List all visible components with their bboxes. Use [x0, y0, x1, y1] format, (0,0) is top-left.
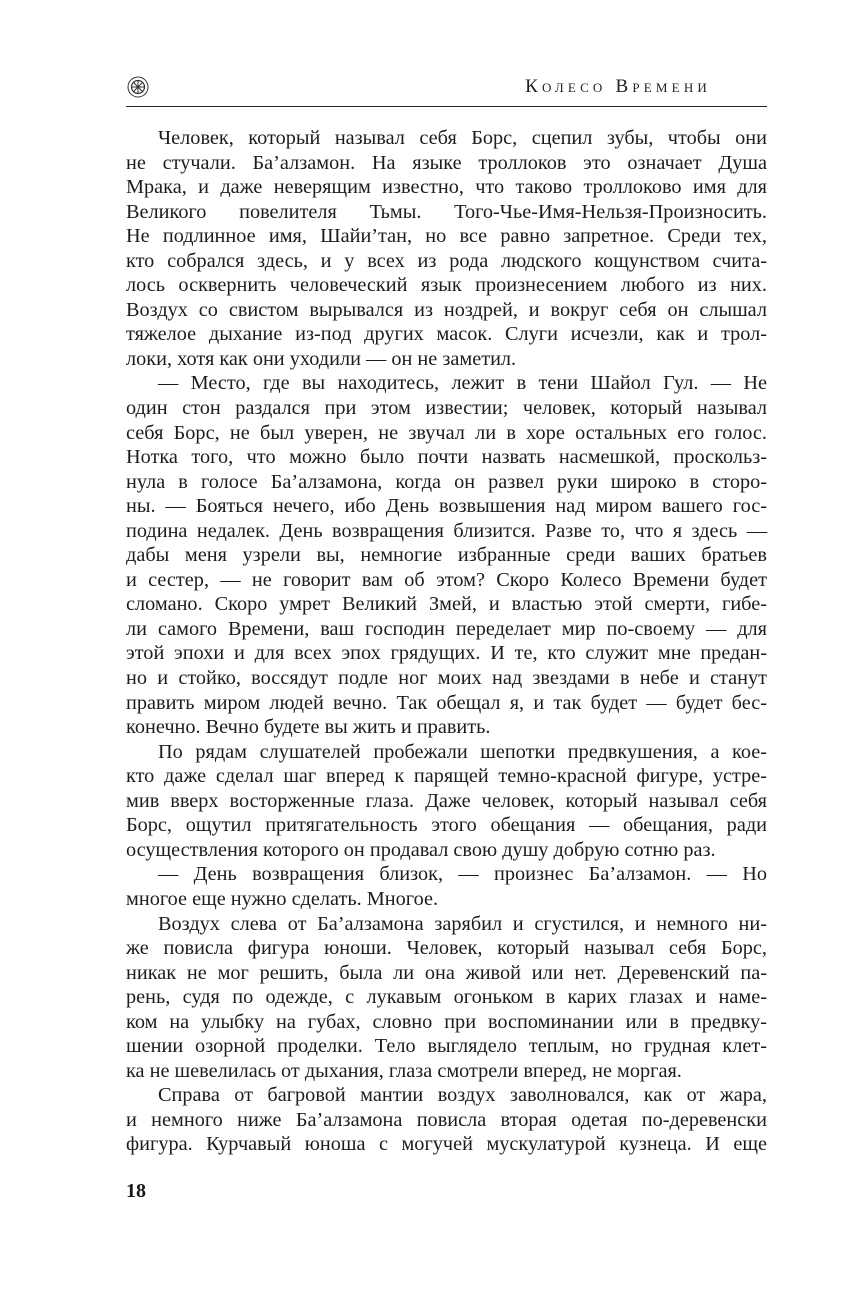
- text-line: Нотка того, что можно было почти назвать насмешкой, проскольз-: [126, 446, 767, 469]
- text-line: тяжелое дыхание из-под других масок. Слуги исчезли, как и трол-: [126, 323, 767, 346]
- text-line: ком на улыбку на губах, словно при воспоминании или в предвку-: [126, 1010, 767, 1033]
- text-line: многое еще нужно сделать. Многое.: [126, 887, 439, 910]
- text-line: Борс, ощутил притягательность этого обещания — обещания, ради: [126, 814, 767, 837]
- paragraph: [126, 1083, 767, 1157]
- text-line: лось осквернить человеческий язык произнесением любого из них.: [126, 274, 767, 297]
- text-line: ка не шевелилась от дыхания, глаза смотрели вперед, не моргая.: [126, 1059, 682, 1082]
- text-line: Мрака, и даже неверящим известно, что таково троллоково имя для: [126, 176, 767, 199]
- text-line: ны. — Бояться нечего, ибо День возвышения над миром вашего гос-: [126, 495, 767, 518]
- text-line: конечно. Вечно будете вы жить и править.: [126, 716, 491, 739]
- text-line: Воздух слева от Ба’алзамона зарябил и сгустился, и немного ни-: [158, 912, 767, 935]
- text-line: Не подлинное имя, Шайи’тан, но все равно запретное. Среди тех,: [126, 225, 767, 248]
- paragraph: [126, 912, 767, 1084]
- body-text: [126, 126, 767, 1157]
- text-line: один стон раздался при этом известии; человек, который называл: [126, 397, 767, 420]
- text-line: осуществления которого он продавал свою душу добрую сотню раз.: [126, 838, 716, 861]
- text-line: править миром людей вечно. Так обещал я, и так будет — будет бес-: [126, 691, 767, 714]
- text-line: Справа от багровой мантии воздух заволновался, как от жара,: [158, 1084, 767, 1107]
- paragraph: [126, 371, 767, 739]
- text-line: кто собрался здесь, и у всех из рода людского кощунством счита-: [126, 249, 767, 272]
- text-line: локи, хотя как они уходили — он не заметил.: [126, 347, 517, 370]
- text-line: фигура. Курчавый юноша с могучей мускулатурой кузнеца. И еще: [126, 1133, 767, 1156]
- text-line: Воздух со свистом вырывался из ноздрей, и вокруг себя он слышал: [126, 298, 767, 321]
- header-rule: [126, 106, 767, 107]
- text-line: сломано. Скоро умрет Великий Змей, и властью этой смерти, гибе-: [126, 593, 767, 616]
- text-line: Человек, который называл себя Борс, сцепил зубы, чтобы они: [158, 127, 767, 149]
- paragraph: [126, 126, 767, 371]
- running-header: [126, 74, 767, 106]
- text-line: нула в голосе Ба’алзамона, когда он развел руки широко в сторо-: [126, 470, 767, 493]
- text-line: кто даже сделал шаг вперед к парящей темно-красной фигуре, устре-: [126, 765, 767, 788]
- text-line: — Место, где вы находитесь, лежит в тени Шайол Гул. — Не: [158, 372, 767, 395]
- text-line: но и стойко, воссядут подле ног моих над звездами в небе и станут: [126, 667, 767, 690]
- text-line: Великого повелителя Тьмы. Того-Чье-Имя-Нельзя-Произносить.: [126, 200, 767, 223]
- text-line: рень, судя по одежде, с лукавым огоньком в карих глазах и наме-: [126, 986, 767, 1009]
- text-line: и немного ниже Ба’алзамона повисла вторая одетая по-деревенски: [126, 1108, 767, 1131]
- text-line: не стучали. Ба’алзамон. На языке троллоков это означает Душа: [126, 151, 767, 174]
- paragraph: [126, 740, 767, 863]
- text-line: ли самого Времени, ваш господин переделает мир по-своему — для: [126, 617, 767, 640]
- text-line: этой эпохи и для всех эпох грядущих. И те, кто служит мне предан-: [126, 642, 767, 665]
- paragraph: [126, 862, 767, 911]
- text-line: никак не мог решить, была ли она живой или нет. Деревенский па-: [126, 961, 767, 984]
- running-title: Колесо Времени: [525, 76, 711, 97]
- text-line: мив вверх восторженные глаза. Даже человек, который называл себя: [126, 789, 767, 812]
- text-line: — День возвращения близок, — произнес Ба’алзамон. — Но: [158, 863, 767, 886]
- text-line: подина недалек. День возвращения близится. Разве то, что я здесь —: [126, 519, 767, 542]
- page-number: 18: [126, 1180, 146, 1202]
- wheel-emblem-icon: [127, 76, 149, 98]
- text-line: По рядам слушателей пробежали шепотки предвкушения, а кое-: [158, 740, 767, 763]
- text-line: шении озорной проделки. Тело выглядело теплым, но грудная клет-: [126, 1035, 767, 1058]
- text-line: же повисла фигура юноши. Человек, который называл себя Борс,: [126, 937, 767, 960]
- text-line: и сестер, — не говорит вам об этом? Скоро Колесо Времени будет: [126, 568, 767, 591]
- text-line: дабы меня узрели вы, немногие избранные среди ваших братьев: [126, 544, 767, 567]
- text-line: себя Борс, не был уверен, не звучал ли в хоре остальных его голос.: [126, 421, 767, 444]
